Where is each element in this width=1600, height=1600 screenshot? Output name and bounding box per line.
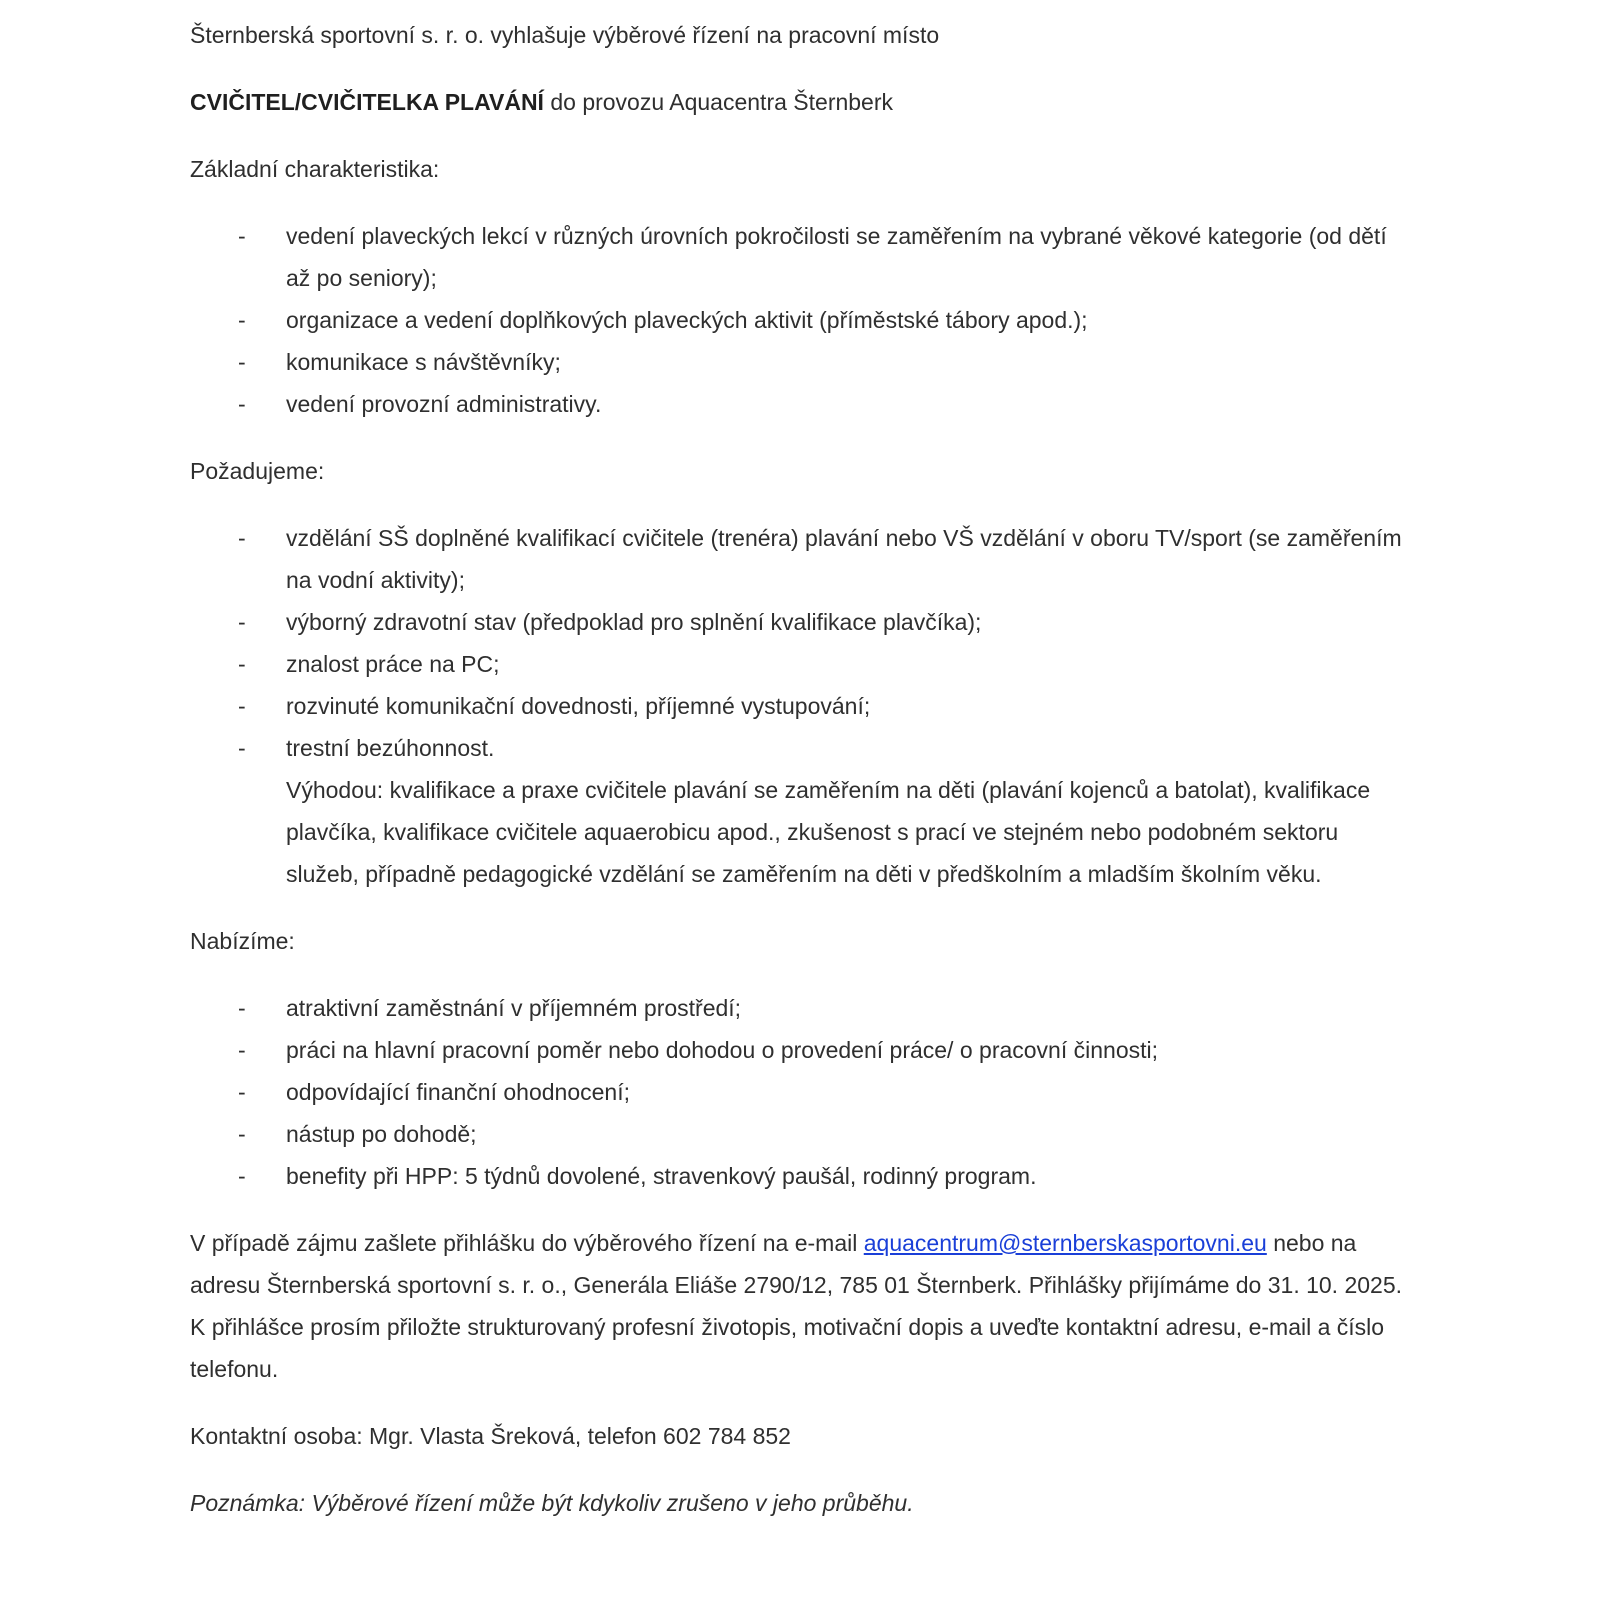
dash-bullet: - [238,609,246,635]
email-link[interactable]: aquacentrum@sternberskasportovni.eu [863,1230,1267,1256]
application-text-before: V případě zájmu zašlete přihlášku do výběrového řízení na e-mail [190,1230,864,1256]
list-item-text: komunikace s návštěvníky; [286,349,561,375]
offer-list [190,987,1410,1197]
list-item-text: vzdělání SŠ doplněné kvalifikací cvičitele (trenéra) plavání nebo VŠ vzdělání v oboru TV/sport (se zaměřením na vodní aktivity); [286,525,1402,593]
position-line [190,81,1410,123]
list-item [190,517,1410,601]
application-paragraph [190,1222,1410,1390]
list-item [190,341,1410,383]
dash-bullet: - [238,1163,246,1189]
dash-bullet: - [238,1121,246,1147]
list-item-text: práci na hlavní pracovní poměr nebo dohodou o provedení práce/ o pracovní činnosti; [286,1037,1159,1063]
position-location: do provozu Aquacentra Šternberk [543,89,894,115]
list-item [190,727,1410,895]
application-text-after: nebo na adresu Šternberská sportovní s. r. o., Generála Eliáše 2790/12, 785 01 Šternberk. Přihlášky přijímáme do 31. 10. 2025. K přihlášce prosím přiložte strukturovaný profesní životopis, motivační dopis a uveďte kontaktní adresu, e-mail a číslo telefonu. [190,1230,1403,1382]
list-item-text: odpovídající finanční ohodnocení; [286,1079,630,1105]
list-item-text: rozvinuté komunikační dovednosti, příjemné vystupování; [286,693,871,719]
list-item [190,601,1410,643]
list-item-text: znalost práce na PC; [286,651,500,677]
note-line: Poznámka: Výběrové řízení může být kdykoliv zrušeno v jeho průběhu. [190,1490,914,1516]
dash-bullet: - [238,525,246,551]
dash-bullet: - [238,349,246,375]
position-title: CVIČITEL/CVIČITELKA PLAVÁNÍ [190,89,544,115]
advantage-text: Výhodou: kvalifikace a praxe cvičitele plavání se zaměřením na děti (plavání kojenců a batolat), kvalifikace plavčíka, kvalifikace cvičitele aquaerobicu apod., zkušenost s prací ve stejném nebo podobném sektoru služeb, případně pedagogické vzdělání se zaměřením na děti v předškolním a mladším školním věku. [286,777,1371,887]
list-item-text: výborný zdravotní stav (předpoklad pro splnění kvalifikace plavčíka); [286,609,982,635]
section-heading-offer: Nabízíme: [190,928,295,954]
list-item [190,1155,1410,1197]
dash-bullet: - [238,1079,246,1105]
requirements-list [190,517,1410,895]
list-item-text: trestní bezúhonnost. [286,735,495,761]
dash-bullet: - [238,1037,246,1063]
list-item [190,987,1410,1029]
dash-bullet: - [238,391,246,417]
basic-list [190,215,1410,425]
section-heading-requirements: Požadujeme: [190,458,325,484]
job-posting-document [190,14,1410,1549]
dash-bullet: - [238,735,246,761]
list-item-text: organizace a vedení doplňkových plaveckých aktivit (příměstské tábory apod.); [286,307,1088,333]
dash-bullet: - [238,223,246,249]
section-heading-basic: Základní charakteristika: [190,156,440,182]
dash-bullet: - [238,307,246,333]
list-item-text: vedení provozní administrativy. [286,391,602,417]
list-item [190,685,1410,727]
dash-bullet: - [238,995,246,1021]
list-item-text: vedení plaveckých lekcí v různých úrovních pokročilosti se zaměřením na vybrané věkové kategorie (od dětí až po seniory); [286,223,1387,291]
list-item [190,643,1410,685]
list-item-text: benefity při HPP: 5 týdnů dovolené, stravenkový paušál, rodinný program. [286,1163,1037,1189]
list-item-text: atraktivní zaměstnání v příjemném prostředí; [286,995,742,1021]
contact-line: Kontaktní osoba: Mgr. Vlasta Šreková, telefon 602 784 852 [190,1423,791,1449]
list-item [190,383,1410,425]
intro-text: Šternberská sportovní s. r. o. vyhlašuje výběrové řízení na pracovní místo [190,22,940,48]
dash-bullet: - [238,693,246,719]
list-item [190,1071,1410,1113]
list-item [190,1029,1410,1071]
list-item-text: nástup po dohodě; [286,1121,477,1147]
list-item [190,299,1410,341]
dash-bullet: - [238,651,246,677]
list-item [190,1113,1410,1155]
list-item [190,215,1410,299]
